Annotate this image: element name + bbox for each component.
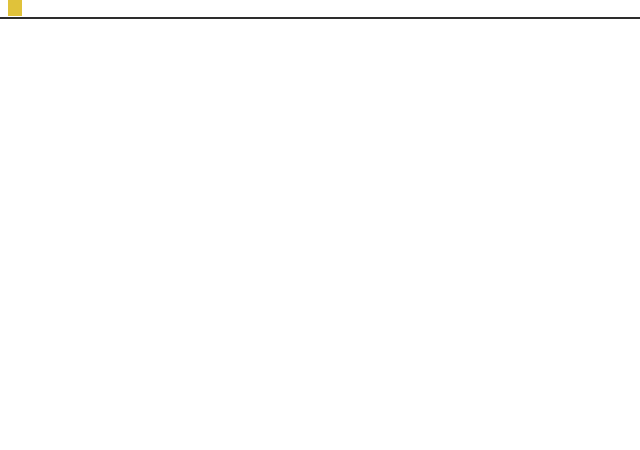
header-rule [0,17,640,19]
right-page-body [336,24,620,428]
left-page-body [22,24,306,428]
chapter-tab [8,0,22,16]
